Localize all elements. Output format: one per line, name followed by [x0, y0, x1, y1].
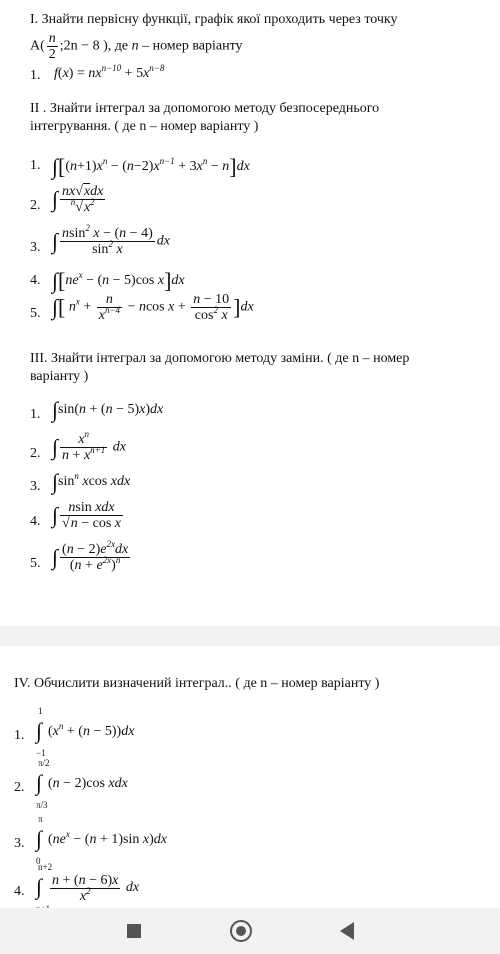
home-circle-icon[interactable] [230, 920, 252, 942]
s2-formula-2: ∫ $\frac{\text{nx√xdx}}{^n√x^2}$ [52, 184, 104, 215]
back-triangle-icon[interactable] [340, 922, 354, 940]
s3-formula-2: ∫ $\frac{x^n}{n + x^{n+1}}$ dx [52, 429, 126, 463]
s2-item-number: 3. [30, 240, 41, 255]
section2-title-line2: інтегрування. ( де n – номер варіанту ) [30, 119, 259, 134]
s4-formula-2: π/2 ∫ π/3 (n − 2)cos xdx [36, 758, 128, 810]
s4-formula-1: 1 ∫ −1 $(x^n + (n - 5))dx$ [36, 706, 135, 758]
s3-formula-1: ∫sin(n + (n − 5)x)dx [52, 396, 164, 422]
s4-formula-4: n+2 ∫ $\frac{n + (n - 6)x}{x^2}$ dx [36, 862, 140, 904]
s2-item-number: 4. [30, 273, 41, 288]
s2-formula-4: $\int[ne^x - (n - 5)\cos$ x]dx [52, 268, 185, 293]
s3-formula-4: ∫ $\frac{\text{nsin xdx}}{\text{√n − cos x}}$ [52, 500, 121, 531]
stop-square-icon[interactable] [127, 924, 141, 938]
s3-item-number: 1. [30, 407, 41, 422]
s3-item-number: 5. [30, 556, 41, 571]
s1-item-number: 1. [30, 68, 41, 83]
section3-title-line2: варіанту ) [30, 369, 89, 384]
section1-point: A( $\frac{n}{2}$ ;2n − 8 ), де n – номер варіанту [30, 31, 243, 62]
s2-item-number: 1. [30, 158, 41, 173]
section2-title-line1: II . Знайти інтеграл за допомогою методу безпосереднього [30, 101, 380, 116]
section1-title: I. Знайти первісну функції, графік якої проходить через точку [30, 12, 398, 27]
s4-item-number: 3. [14, 836, 25, 851]
s4-item-number: 4. [14, 884, 25, 899]
s2-item-number: 2. [30, 198, 41, 213]
s4-item-number: 2. [14, 780, 25, 795]
s2-formula-1: $\int[(n+1)x^n - (n-2)x^{n-1} + 3x^n - n]dx$ [52, 154, 250, 179]
s1-formula-1: $f(x) = nx^{n-10} + 5x^{n-8}$ [54, 63, 165, 81]
section4-title: IV. Обчислити визначений інтеграл.. ( де n – номер варіанту ) [14, 676, 380, 691]
section3-title-line1: III. Знайти інтеграл за допомогою методу заміни. ( де n – номер [30, 351, 410, 366]
s4-formula-3: π ∫ 0 ($ne^x - (n + 1)\sin$ x)dx [36, 814, 167, 866]
s3-item-number: 3. [30, 479, 41, 494]
s3-item-number: 4. [30, 514, 41, 529]
s2-item-number: 5. [30, 306, 41, 321]
s3-item-number: 2. [30, 446, 41, 461]
home-dot-icon [236, 926, 246, 936]
s2-formula-5: ∫[ $n^x$ + $\frac{n}{x^{n-4}}$ − ncos x + $\frac{n - 10}{\cos^2 x}$ ]dx [52, 292, 254, 323]
s3-formula-3: $\int\sin^n$ xcos xdx [52, 468, 131, 494]
navigation-bar [0, 908, 500, 954]
document-page-2 [0, 646, 500, 908]
s2-formula-3: ∫ $\frac{nsin^2 x - (n - 4)}{\sin^2 x}$ dx [52, 223, 170, 257]
s3-formula-5: ∫ $\frac{(n - 2)e^{2x}dx}{(n + e^{2x})^n}$ [52, 539, 129, 573]
s4-item-number: 1. [14, 728, 25, 743]
